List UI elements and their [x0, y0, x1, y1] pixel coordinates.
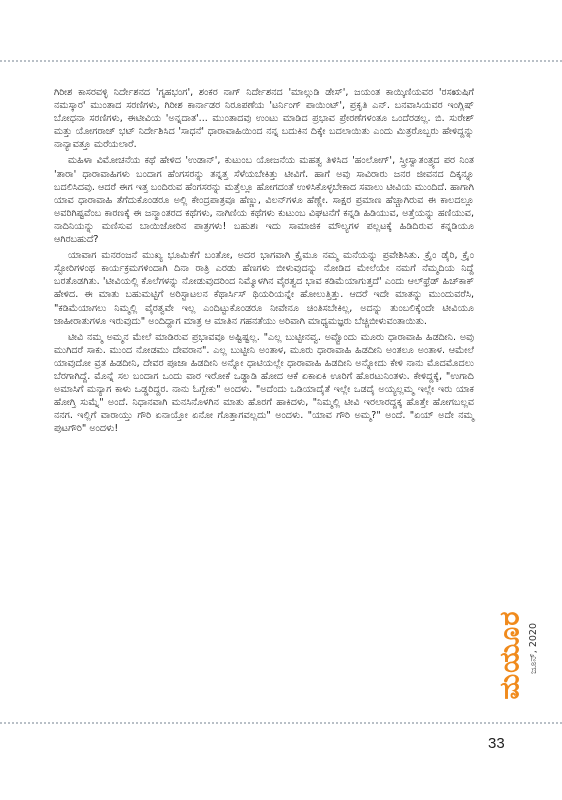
- article-paragraph-1: ಗಿರೀಶ ಕಾಸರವಳ್ಳಿ ನಿರ್ದೇಶನದ 'ಗೃಹಭಂಗ', ಶಂಕರ ನಾಗ್ ನಿರ್ದೇಶನದ 'ಮಾಲ್ಗುಡಿ ಡೇಸ್', ಜಯಂತ ಕಾಯ್ಕಿಣಿಯವರ 'ರಸಋಷಿಗೆ ನಮಸ್ಕಾರ' ಮುಂತಾದ ಸರಣಿಗಳು, ಗಿರೀಶ ಕಾರ್ನಾಡರ ನಿರೂಪಣೆಯ 'ಟರ್ನಿಂಗ್ ಪಾಯಿಂಟ್', ಪ್ರಕೃತಿ ಎನ್. ಬನವಾಸಿಯವರ ಇಂಗ್ಲಿಷ್ ಬೋಧನಾ ಸರಣಿಗಳು, ಈಟೀವಿಯ 'ಅನ್ನದಾತ'... ಮುಂತಾದವು ಉಂಟು ಮಾಡಿದ ಪ್ರಭಾವ ಪ್ರೇರಣೆಗಳಂತೂ ಒಂದೆರಡಲ್ಲ. ಬಿ. ಸುರೇಶ್ ಮತ್ತು ಯೋಗರಾಜ್ ಭಟ್ ನಿರ್ದೇಶಿಸಿದ 'ಸಾಧನೆ' ಧಾರಾವಾಹಿಯಿಂದ ನನ್ನ ಬದುಕಿನ ದಿಕ್ಕೇ ಬದಲಾಯಿತು ಎಂದು ಮಿತ್ರರೊಬ್ಬರು ಹೇಳಿದ್ದನ್ನು ನಾನ್ಯಾವತ್ತೂ ಮರೆಯಲಾರೆ.: [54, 87, 474, 151]
- top-dotted-divider: [0, 60, 562, 62]
- article-paragraph-2: ಮಹಿಳಾ ವಿಮೋಚನೆಯ ಕಥೆ ಹೇಳಿದ 'ಉಡಾನ್', ಕುಟುಂಬ ಯೋಜನೆಯ ಮಹತ್ವ ತಿಳಿಸಿದ 'ಹಂಲೋಗ್', ಸ್ತ್ರೀಸ್ವಾತಂತ್ರ್ಯದ ಪರ ನಿಂತ 'ತಾರಾ' ಧಾರಾವಾಹಿಗಳು ಬಂದಾಗ ಹೆಂಗಸರನ್ನು ತನ್ನತ್ತ ಸೆಳೆಯಬೇಕಿತ್ತು ಟೀವಿಗೆ. ಹಾಗೆ ಅವು ಸಾವಿರಾರು ಜನರ ಜೀವನದ ದಿಕ್ಕನ್ನೂ ಬದಲಿಸಿದವು. ಆದರೆ ಈಗ ಇತ್ತ ಬಂದಿರುವ ಹೆಂಗಸರನ್ನು ಮತ್ತೆಲ್ಲೂ ಹೋಗದಂತೆ ಉಳಿಸಿಕೊಳ್ಳಬೇಕಾದ ಸವಾಲು ಟೀವಿಯ ಮುಂದಿದೆ. ಹಾಗಾಗಿ ಯಾವ ಧಾರಾವಾಹಿ ತೆಗೆದುಕೊಂಡರೂ ಅಲ್ಲಿ ಕೇಂದ್ರಪಾತ್ರವೂ ಹೆಣ್ಣು, ವಿಲನ್‌ಗಳೂ ಹೆಣ್ಣೇ. ಸಾಕ್ಷರ ಪ್ರಮಾಣ ಹೆಚ್ಚಾಗಿರುವ ಈ ಕಾಲದಲ್ಲೂ ಅವರಿಗಿಷ್ಟವೆಂಬ ಕಾರಣಕ್ಕೆ ಈ ಜನ್ಮಾಂತರದ ಕಥೆಗಳು, ನಾಗಿಣಿಯ ಕಥೆಗಳು ಕುಟುಂಬ ವಿಘಟನೆಗೆ ಕನ್ನಡಿ ಹಿಡಿಯುವ, ಅತ್ತೆಯನ್ನು ಹಣಿಯುವ, ನಾದಿನಿಯನ್ನು ಮಣಿಸುವ ಬಾಯಿಜೋರಿನ ಪಾತ್ರಗಳು! ಬಹುಶಃ ಇದು ಸಾಮಾಜಿಕ ಮೌಲ್ಯಗಳ ಪಲ್ಲಟಕ್ಕೆ ಹಿಡಿದಿರುವ ಕನ್ನಡಿಯೂ ಆಗಿರಬಹುದೆ?: [54, 155, 474, 246]
- article-paragraph-3: ಯಾವಾಗ ಮನರಂಜನೆ ಮುಖ್ಯ ಭೂಮಿಕೆಗೆ ಬಂತೋ, ಅದರ ಭಾಗವಾಗಿ ಕ್ರೈಮೂ ನಮ್ಮ ಮನೆಯನ್ನು ಪ್ರವೇಶಿಸಿತು. ಕ್ರೈಂ ಡೈರಿ, ಕ್ರೈಂ ಸ್ಟೋರಿಗಳಂಥ ಕಾರ್ಯಕ್ರಮಗಳಿಂದಾಗಿ ದಿನಾ ರಾತ್ರಿ ಎರಡು ಹೆಣಗಳು ಬೀಳುವುದನ್ನು ನೋಡಿದ ಮೇಲೆಯೇ ನಮಗೆ ನೆಮ್ಮದಿಯ ನಿದ್ದೆ ಬರತೊಡಗಿತು. 'ಟೀವಿಯಲ್ಲಿ ಕೊಲೆಗಳನ್ನು ನೋಡುವುದರಿಂದ ನಿಮ್ಮೊಳಗಿನ ವೈರತ್ವದ ಭಾವ ಕಡಿಮೆಯಾಗುತ್ತದೆ' ಎಂದು ಆಲ್‌ಫ್ರೆಡ್ ಹಿಚ್‌ಕಾಕ್ ಹೇಳಿದ. ಈ ಮಾತು ಬಹುಮಟ್ಟಿಗೆ ಅರಿಸ್ಟಾಟಲನ ಕೆಥಾರ್ಸಿಸ್ ಥಿಯರಿಯನ್ನೇ ಹೋಲುತ್ತಿತ್ತು. ಆದರೆ ಇದೇ ಮಾತನ್ನು ಮುಂದುವರೆಸಿ, "ಕಡಿಮೆಯಾಗಲು ನಿಮ್ಮಲ್ಲಿ ವೈರತ್ವವೇ ಇಲ್ಲ ಎಂದಿಟ್ಟುಕೊಂಡರೂ ನೀವೇನೂ ಚಿಂತಿಸಬೇಕಿಲ್ಲ, ಅದನ್ನು ತುಂಬಲಿಕ್ಕೆಂದೇ ಟೀವಿಯೂ ಜಾಹೀರಾತುಗಳೂ ಇರುವುದು" ಅಂದಿದ್ದಾಗ ಮಾತ್ರ ಆ ಮಾತಿನ ಗಹನತೆಯು ಅರಿವಾಗಿ ಮಾಧ್ಯಮಜ್ಞರು ಬೆಚ್ಚಿಬೀಳುವಂತಾಯಿತು.: [54, 250, 474, 327]
- article-column: [54, 86, 474, 438]
- issue-date: [526, 600, 542, 696]
- bottom-dotted-divider: [0, 722, 562, 724]
- page-number: 33: [488, 735, 505, 752]
- article-paragraph-4: ಟೀವಿ ನಮ್ಮ ಅಮ್ಮನ ಮೇಲೆ ಮಾಡಿರುವ ಪ್ರಭಾವವೂ ಅಷ್ಟಿಷ್ಟಲ್ಲ. "ಎಲ್ಲ ಬುಟ್ಟೀನವ್ವ. ಅವ್ವೊಂದು ಮೂರು ಧಾರಾವಾಹಿ ಹಿಡದೀನಿ. ಅವು ಮುಗಿದರೆ ಸಾಕು. ಮುಂದ ನೋಡಮು ದೇವರಾನ". ಎಲ್ಲ ಬುಟ್ಟೀನಿ ಅಂತಾಳ, ಮೂರು ಧಾರಾವಾಹಿ ಹಿಡದೀನಿ ಅಂತಲೂ ಅಂತಾಳ. ಆಮೇಲೆ ಯಾವುದೋ ವ್ರತ ಹಿಡದೀನಿ, ದೇವರ ಪೂಜಾ ಹಿಡದೀನಿ ಅನ್ನೋ ಧಾಟಿಯಲ್ಲೇ ಧಾರಾವಾಹಿ ಹಿಡದೀನಿ ಅನ್ನೋದು ಕೇಳಿ ನಾನು ಮೊದಮೊದಲು ಬೆರಗಾಗಿದ್ದೆ. ಮೊನ್ನೆ ಸಲ ಬಂದಾಗ ಒಂದು ವಾರ ಇರೋಕೆ ಒಡ್ಡಾಡಿ ಹೋದ ಆಕೆ ಏಕಾಏಕಿ ಊರಿಗೆ ಹೊರಟುನಿಂತಳು. ಕೇಳಿದ್ದಕ್ಕೆ, "ಉಗಾದಿ ಅಮಾಸಿಗೆ ಮನ್ಯಾಗ ಕಾಳು ಒಡ್ಡರಿದ್ದರ. ನಾನು ಓಗ್ಬೇಕು" ಅಂದಳು. "ಅದೆಂದು ಒಡಿಯಾದೈತೆ ಇಲ್ಲೇ ಒಡದೈ ಅಯ್ಯಲ್ಲಮ್ಮ ಇಲ್ಲೇ ಇರು ಯಾಕ ಹೋಗ್ತಿ ಸುಮ್ನೆ" ಅಂದೆ. ನಿಧಾನವಾಗಿ ಮನಸಿನೊಳಗಿನ ಮಾತು ಹೊರಗೆ ಹಾಕಿದಳು, "ನಿಮ್ಮಲ್ಲಿ ಟೀವಿ ಇರಲಾರದ್ದಕ್ಕ ಹೊತ್ತೇ ಹೋಗಬಲ್ಲವ ನನಗ. ಇಲ್ಲಿಗೆ ವಾರಾಯ್ತು ಗೌರಿ ಏನಾಯ್ತೋ ಏನೋ ಗೊತ್ತಾಗವಲ್ಲದು" ಅಂದಳು. "ಯಾವ ಗೌರಿ ಅಮ್ಮ?" ಅಂದೆ. "ಏಯ್ ಅದೇ ನಮ್ಮ ಪುಟಗೌರಿ" ಅಂದಳು!: [54, 331, 474, 435]
- magazine-brand-name: ಮಯೂರ: [495, 610, 527, 700]
- issue-date-text: ಜೂನ್, 2020: [528, 622, 540, 674]
